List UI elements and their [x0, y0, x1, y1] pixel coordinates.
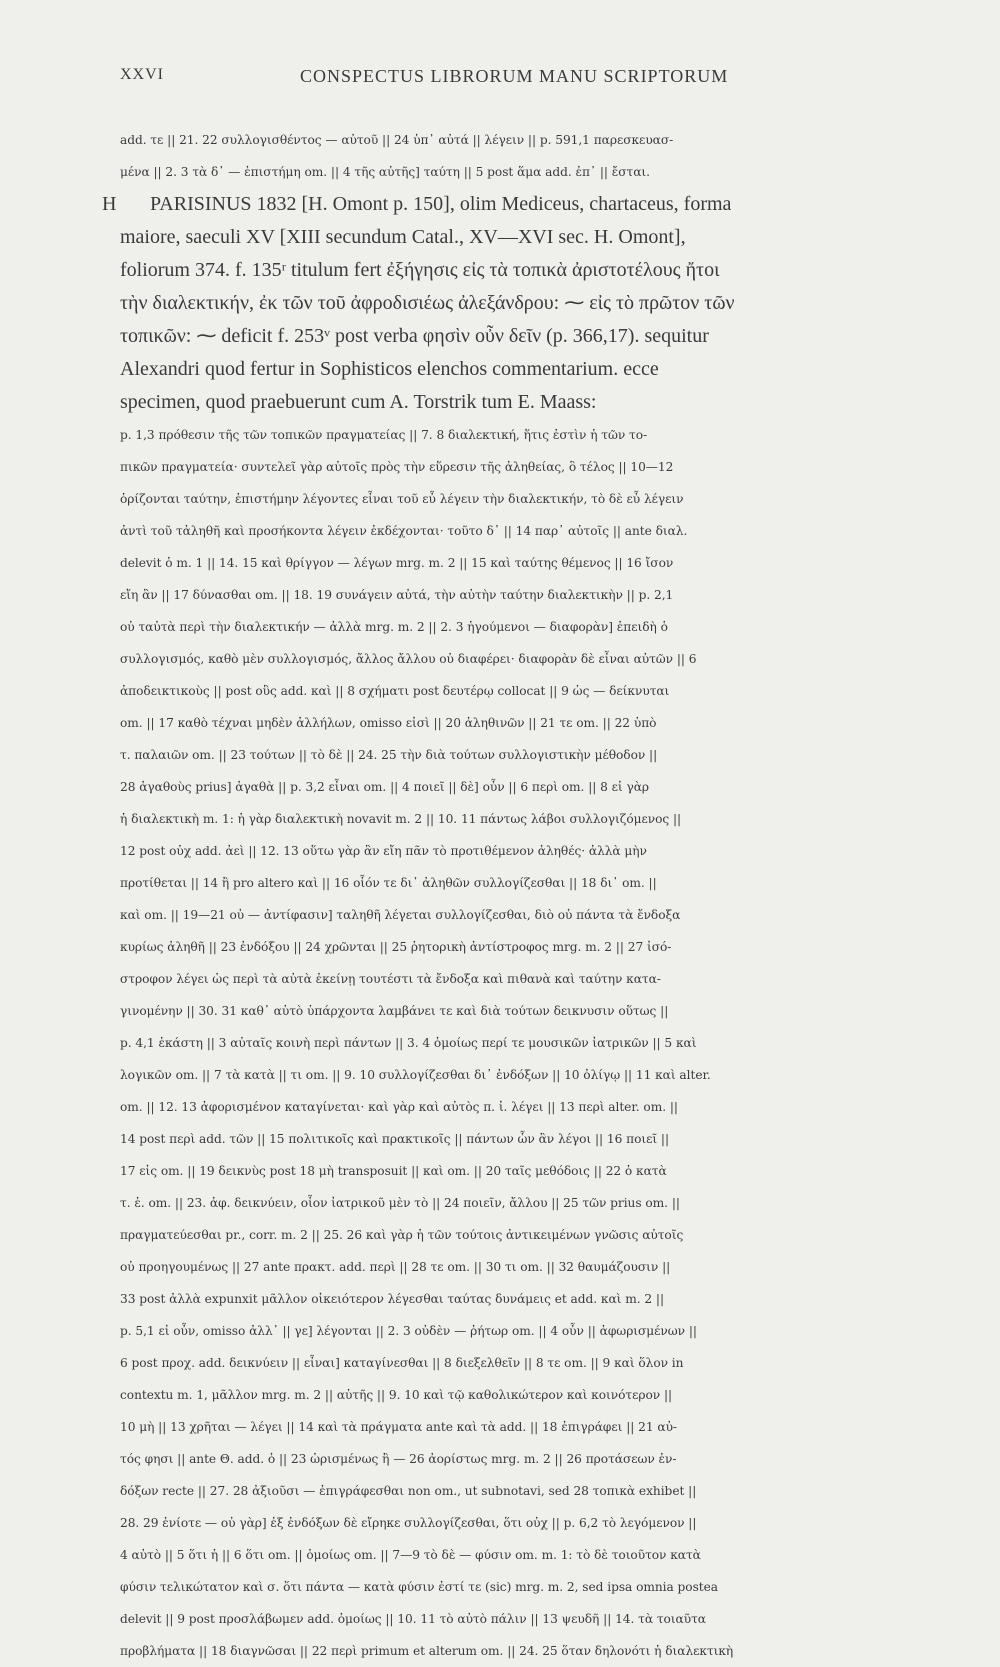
text-line: 4 αὐτὸ || 5 ὅτι ἡ || 6 ὅτι om. || ὁμοίως om. || 7—9 τὸ δὲ — φύσιν om. m. 1: τὸ δὲ τοιοῦτον κατὰ	[120, 1548, 701, 1562]
text-line: καὶ om. || 19—21 οὐ — ἀντίφασιν] ταληθῆ λέγεται συλλογίζεσθαι, διὸ οὐ πάντα τὰ ἔνδοξα	[120, 908, 681, 922]
text-line: ἡ διαλεκτικὴ m. 1: ἡ γὰρ διαλεκτικὴ novavit m. 2 || 10. 11 πάντως λάβοι συλλογιζόμενος ||	[120, 812, 682, 826]
text-line: p. 1,3 πρόθεσιν τῆς τῶν τοπικῶν πραγματείας || 7. 8 διαλεκτική, ἥτις ἐστὶν ἡ τῶν το-	[120, 428, 648, 442]
manuscript-description-line: τοπικῶν: ⁓ deficit f. 253ᵛ post verba φησὶν οὖν δεῖν (p. 366,17). sequitur	[120, 325, 709, 347]
text-line: συλλογισμός, καθὸ μὲν συλλογισμός, ἄλλος ἄλλου οὐ διαφέρει· διαφορὰν δὲ εἶναι αὐτῶν || 6	[120, 652, 697, 666]
text-line: τ. παλαιῶν om. || 23 τούτων || τὸ δὲ || 24. 25 τὴν διὰ τούτων συλλογιστικὴν μέθοδον ||	[120, 748, 658, 762]
text-line: delevit || 9 post προσλάβωμεν add. ὁμοίως || 10. 11 τὸ αὐτὸ πάλιν || 13 ψευδῆ || 14. τὰ τοιαῦτα	[120, 1612, 706, 1626]
text-line: 14 post περὶ add. τῶν || 15 πολιτικοῖς καὶ πρακτικοῖς || πάντων ὧν ἂν λέγοι || 16 ποιεῖ ||	[120, 1132, 670, 1146]
text-line: δόξων recte || 27. 28 ἀξιοῦσι — ἐπιγράφεσθαι non om., ut subnotavi, sed 28 τοπικὰ exhibet ||	[120, 1484, 697, 1498]
text-line: λογικῶν om. || 7 τὰ κατὰ || τι om. || 9. 10 συλλογίζεσθαι δι᾽ ἐνδόξων || 10 ὀλίγῳ || 11 καὶ alter.	[120, 1068, 711, 1082]
text-line: κυρίως ἀληθῆ || 23 ἐνδόξου || 24 χρῶνται || 25 ῥητορικὴ ἀντίστροφος mrg. m. 2 || 27 ἰσό-	[120, 940, 672, 954]
text-line: delevit ὁ m. 1 || 14. 15 καὶ θρίγγον — λέγων mrg. m. 2 || 15 καὶ ταύτης θέμενος || 16 ἴσον	[120, 556, 674, 570]
text-line: 28 ἀγαθοὺς prius] ἀγαθὰ || p. 3,2 εἶναι om. || 4 ποιεῖ || δὲ] οὖν || 6 περὶ om. || 8 εἰ γὰρ	[120, 780, 650, 794]
text-line: 10 μὴ || 13 χρῆται — λέγει || 14 καὶ τὰ πράγματα ante καὶ τὰ add. || 18 ἐπιγράφει || 21 αὐ-	[120, 1420, 677, 1434]
text-line: p. 5,1 εἰ οὖν, omisso ἀλλ᾽ || γε] λέγονται || 2. 3 οὐδὲν — ῥήτωρ om. || 4 οὖν || ἀφωρισμένων ||	[120, 1324, 697, 1338]
manuscript-description-line: Alexandri quod fertur in Sophisticos elenchos commentarium. ecce	[120, 358, 659, 380]
text-line: φύσιν τελικώτατον καὶ σ. ὅτι πάντα — κατὰ φύσιν ἐστί τε (sic) mrg. m. 2, sed ipsa omnia postea	[120, 1580, 719, 1594]
text-line: contextu m. 1, μᾶλλον mrg. m. 2 || αὐτῆς || 9. 10 καὶ τῷ καθολικώτερον καὶ κοινότερον ||	[120, 1388, 673, 1402]
text-line: προτίθεται || 14 ἢ pro altero καὶ || 16 οἷόν τε δι᾽ ἀληθῶν συλλογίζεσθαι || 18 δι᾽ om. ||	[120, 876, 657, 890]
manuscript-description-line	[102, 188, 878, 221]
text-line: οὐ ταὐτὰ περὶ τὴν διαλεκτικήν — ἀλλὰ mrg. m. 2 || 2. 3 ἡγούμενοι — διαφορὰν] ἐπειδὴ ὁ	[120, 620, 668, 634]
text-line: add. τε || 21. 22 συλλογισθέντος — αὐτοῦ || 24 ὑπ᾽ αὐτά || λέγειν || p. 591,1 παρεσκευασ-	[120, 133, 674, 147]
text-line: ὁρίζονται ταύτην, ἐπιστήμην λέγοντες εἶναι τοῦ εὖ λέγειν τὴν διαλεκτικήν, τὸ δὲ εὖ λέγειν	[120, 492, 684, 506]
page-header	[120, 66, 870, 96]
text-line: μένα || 2. 3 τὰ δ᾽ — ἐπιστήμη om. || 4 τῆς αὐτῆς] ταύτη || 5 post ἅμα add. ἐπ᾽ || ἔσται.	[120, 165, 650, 179]
text-line: om. || 17 καθὸ τέχναι μηδὲν ἀλλήλων, omisso εἰσὶ || 20 ἀληθινῶν || 21 τε om. || 22 ὑπὸ	[120, 716, 657, 730]
manuscript-description-line: τὴν διαλεκτικήν, ἐκ τῶν τοῦ ἀφροδισιέως ἀλεξάνδρου: ⁓ εἰς τὸ πρῶτον τῶν	[120, 292, 735, 314]
running-title: CONSPECTUS LIBRORUM MANU SCRIPTORUM	[300, 66, 729, 86]
text-line: στροφον λέγει ὡς περὶ τὰ αὐτὰ ἐκείνῃ τουτέστι τὰ ἔνδοξα καὶ πιθανὰ καὶ ταύτην κατα-	[120, 972, 661, 986]
text-line: 33 post ἀλλὰ expunxit μᾶλλον οἰκειότερον λέγεσθαι ταύτας δυνάμεις et add. καὶ m. 2 ||	[120, 1292, 665, 1306]
text-line: προβλήματα || 18 διαγνῶσαι || 22 περὶ primum et alterum om. || 24. 25 ὅταν δηλονότι ἡ διαλεκτικὴ	[120, 1644, 734, 1658]
text-line-content: PARISINUS 1832 [H. Omont p. 150], olim Mediceus, chartaceus, forma	[150, 193, 732, 215]
text-line: οὐ προηγουμένως || 27 ante πρακτ. add. περὶ || 28 τε om. || 30 τι om. || 32 θαυμάζουσιν ||	[120, 1260, 671, 1274]
text-line: ἀντὶ τοῦ τἀληθῆ καὶ προσήκοντα λέγειν ἐκδέχονται· τοῦτο δ᾽ || 14 παρ᾽ αὐτοῖς || ante διαλ.	[120, 524, 688, 538]
apparatus-text	[102, 124, 878, 1667]
text-line: πικῶν πραγματεία· συντελεῖ γὰρ αὐτοῖς πρὸς τὴν εὕρεσιν τῆς ἀληθείας, ὃ τέλος || 10—12	[120, 460, 674, 474]
page-number: XXVI	[120, 66, 164, 83]
manuscript-description-line: specimen, quod praebuerunt cum A. Torstrik tum E. Maass:	[120, 391, 597, 413]
text-line: εἴη ἂν || 17 δύνασθαι om. || 18. 19 συνάγειν αὐτά, τὴν αὐτὴν ταύτην διαλεκτικὴν || p. 2,1	[120, 588, 674, 602]
text-line: πραγματεύεσθαι pr., corr. m. 2 || 25. 26 καὶ γὰρ ἡ τῶν τούτοις ἀντικειμένων γνῶσις αὐτοῖς	[120, 1228, 684, 1242]
text-line: τ. ἑ. om. || 23. ἀφ. δεικνύειν, οἷον ἰατρικοῦ μὲν τὸ || 24 ποιεῖν, ἄλλου || 25 τῶν prius om. ||	[120, 1196, 680, 1210]
text-line: p. 4,1 ἑκάστη || 3 αὐταῖς κοινὴ περὶ πάντων || 3. 4 ὁμοίως περί τε μουσικῶν ἰατρικῶν || 5 καὶ	[120, 1036, 697, 1050]
text-line: γινομένην || 30. 31 καθ᾽ αὑτὸ ὑπάρχοντα λαμβάνει τε καὶ διὰ τούτων δεικνυσιν οὕτως ||	[120, 1004, 669, 1018]
text-line: 6 post προχ. add. δεικνύειν || εἶναι] καταγίνεσθαι || 8 διεξελθεῖν || 8 τε om. || 9 καὶ ὅλον in	[120, 1356, 684, 1370]
text-line: 28. 29 ἐνίοτε — οὐ γὰρ] ἐξ ἐνδόξων δὲ εἴρηκε συλλογίζεσθαι, ὅτι οὐχ || p. 6,2 τὸ λεγόμενον ||	[120, 1516, 697, 1530]
manuscript-description-line: maiore, saeculi XV [XIII secundum Catal., XV—XVI sec. H. Omont],	[120, 226, 686, 248]
manuscript-description-line: foliorum 374. f. 135ʳ titulum fert ἐξήγησις εἰς τὰ τοπικὰ ἀριστοτέλους ἤτοι	[120, 259, 720, 281]
text-line: τός φησι || ante Θ. add. ὁ || 23 ὡρισμένως ἢ — 26 ἀορίστως mrg. m. 2 || 26 προτάσεων ἐν-	[120, 1452, 677, 1466]
text-line: ἀποδεικτικοὺς || post οὓς add. καὶ || 8 σχήματι post δευτέρῳ collocat || 9 ὡς — δείκνυται	[120, 684, 670, 698]
text-line: 17 εἰς om. || 19 δεικνὺς post 18 μὴ transposuit || καὶ om. || 20 ταῖς μεθόδοις || 22 ὁ κατὰ	[120, 1164, 667, 1178]
text-line: om. || 12. 13 ἀφορισμένον καταγίνεται· καὶ γὰρ καὶ αὐτὸς π. ἰ. λέγει || 13 περὶ alter. om. ||	[120, 1100, 678, 1114]
text-line: 12 post οὐχ add. ἀεὶ || 12. 13 οὕτω γὰρ ἂν εἴη πᾶν τὸ προτιθέμενον ἀληθές· ἀλλὰ μὴν	[120, 844, 647, 858]
manuscript-siglum: H	[102, 193, 117, 215]
